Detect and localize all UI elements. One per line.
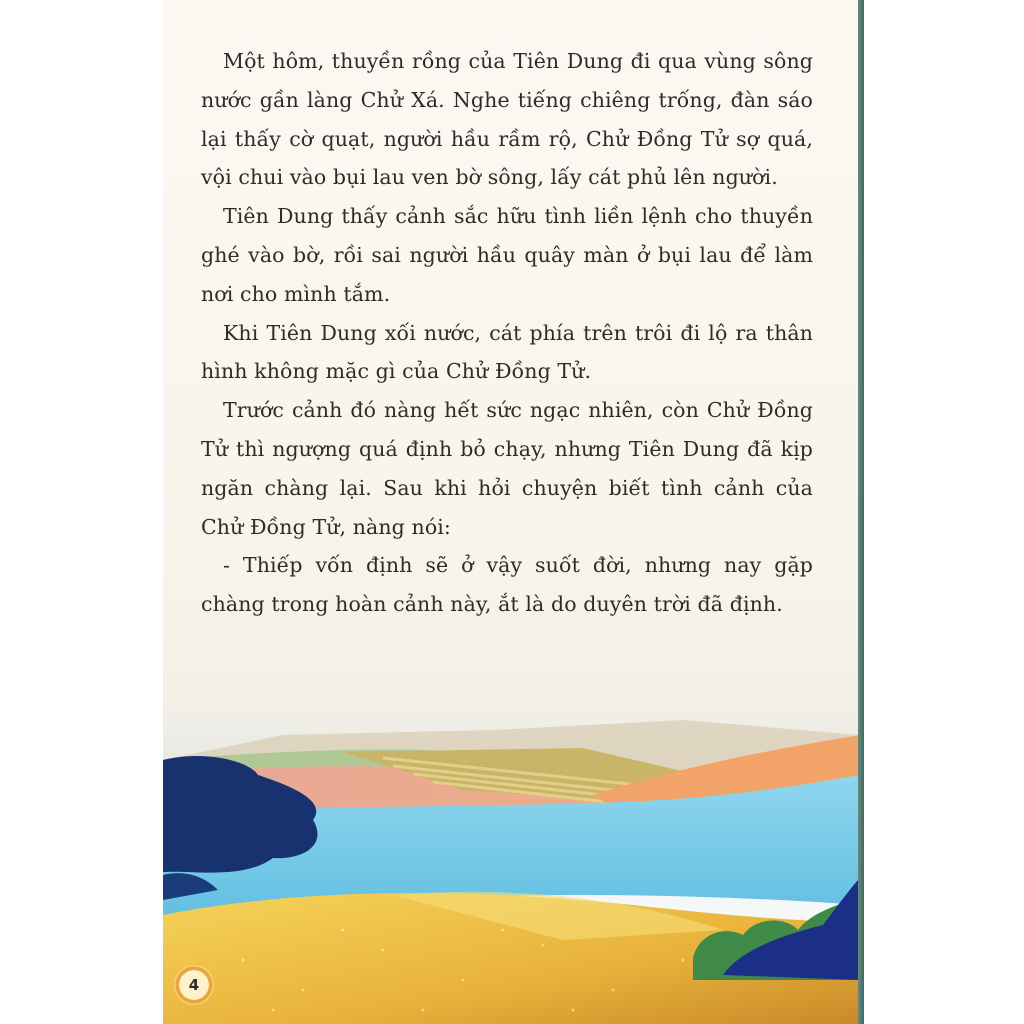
page-number: 4 <box>188 976 200 994</box>
paragraph-3: Khi Tiên Dung xối nước, cát phía trên trôi đi lộ ra thân hình không mặc gì của Chử Đồng Tử. <box>201 320 813 384</box>
paragraph-4: Trước cảnh đó nàng hết sức ngạc nhiên, còn Chử Đồng Tử thì ngượng quá định bỏ chạy, nhưng Tiên Dung đã kịp ngăn chàng lại. Sau khi hỏi chuyện biết tình cảnh của Chử Đồng Tử, nàng nói: <box>201 398 813 539</box>
paragraph-1: Một hôm, thuyền rồng của Tiên Dung đi qua vùng sông nước gần làng Chử Xá. Nghe tiếng chiêng trống, đàn sáo lại thấy cờ quạt, người hầu rầm rộ, Chử Đồng Tử sợ quá, vội chui vào bụi lau ven bờ sông, lấy cát phủ lên người. <box>201 49 813 190</box>
paragraph-2: Tiên Dung thấy cảnh sắc hữu tình liền lệnh cho thuyền ghé vào bờ, rồi sai người hầu quây màn ở bụi lau để làm nơi cho mình tắm. <box>201 204 813 306</box>
page-number-badge <box>174 965 214 1005</box>
river-landscape-illustration <box>163 690 860 1024</box>
book-spine-edge <box>858 0 864 1024</box>
story-text <box>201 42 813 624</box>
paragraph-5: - Thiếp vốn định sẽ ở vậy suốt đời, nhưng nay gặp chàng trong hoàn cảnh này, ắt là do duyên trời đã định. <box>201 553 813 617</box>
book-page <box>163 0 860 1024</box>
